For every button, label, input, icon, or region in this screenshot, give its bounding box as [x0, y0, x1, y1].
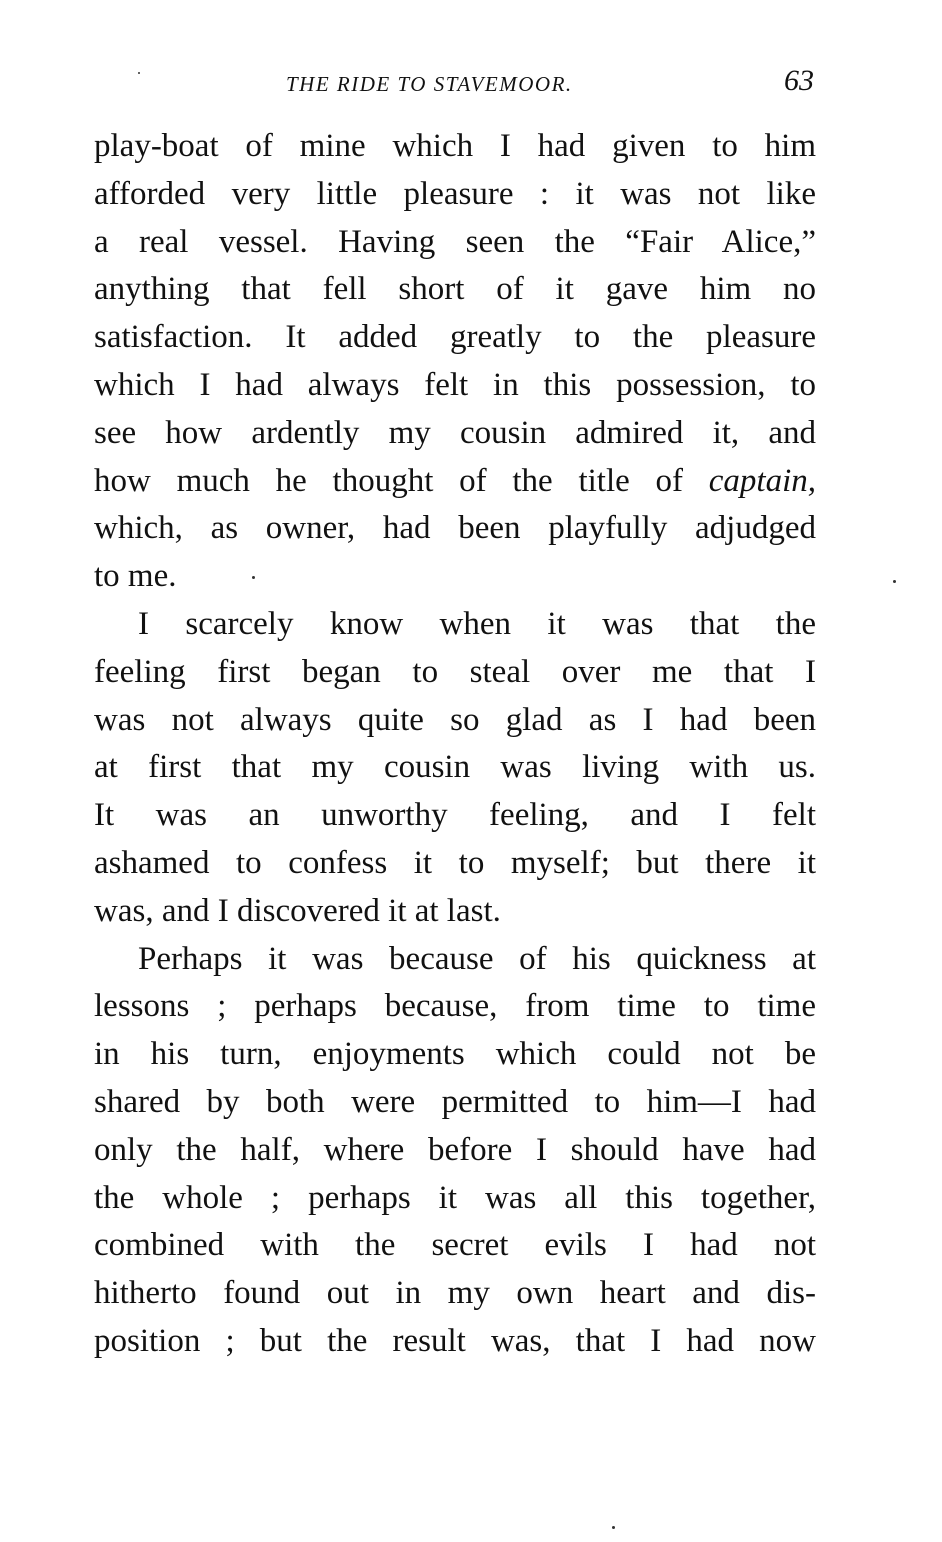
page-number: 63 [784, 64, 814, 97]
text-line: satisfaction. It added greatly to the pleasure [94, 319, 816, 356]
text-line: the whole ; perhaps it was all this together, [94, 1179, 816, 1216]
text-line: at first that my cousin was living with us. [94, 749, 816, 786]
text-line: was not always quite so glad as I had been [94, 701, 816, 738]
text-line: shared by both were permitted to him—I had [94, 1083, 816, 1120]
text-line: was, and I discovered it at last. [94, 892, 501, 929]
text-line: hitherto found out in my own heart and dis- [94, 1275, 816, 1312]
page-header [96, 62, 816, 102]
running-title: THE RIDE TO STAVEMOOR. [286, 72, 573, 96]
print-speck [138, 72, 140, 74]
text-line: It was an unworthy feeling, and I felt [94, 797, 816, 834]
text-line: ashamed to confess it to myself; but there it [94, 844, 816, 881]
print-speck [893, 580, 896, 583]
text-line: only the half, where before I should have had [94, 1131, 816, 1168]
text-line: to me. [94, 558, 177, 595]
text-line: Perhaps it was because of his quickness at [138, 940, 816, 977]
text-line: see how ardently my cousin admired it, and [94, 414, 816, 451]
text-segment: how much he thought of the title of [94, 462, 684, 499]
text-line: anything that fell short of it gave him no [94, 271, 816, 308]
text-line: in his turn, enjoyments which could not be [94, 1036, 816, 1073]
print-speck [612, 1526, 615, 1529]
text-line: position ; but the result was, that I had now [94, 1322, 816, 1359]
italic-word: captain, [708, 462, 816, 499]
text-line-with-italic [94, 458, 816, 506]
text-line: feeling first began to steal over me that I [94, 653, 816, 690]
text-line: which I had always felt in this possession, to [94, 366, 816, 403]
text-line: which, as owner, had been playfully adjudged [94, 510, 816, 547]
body-text [94, 123, 816, 1366]
text-line: lessons ; perhaps because, from time to time [94, 988, 816, 1025]
text-line: I scarcely know when it was that the [138, 605, 816, 642]
print-speck [252, 576, 255, 579]
text-line: a real vessel. Having seen the “Fair Alice,” [94, 223, 816, 260]
text-line: combined with the secret evils I had not [94, 1227, 816, 1264]
text-line: afforded very little pleasure : it was not like [94, 175, 816, 212]
text-line: play-boat of mine which I had given to him [94, 128, 816, 164]
